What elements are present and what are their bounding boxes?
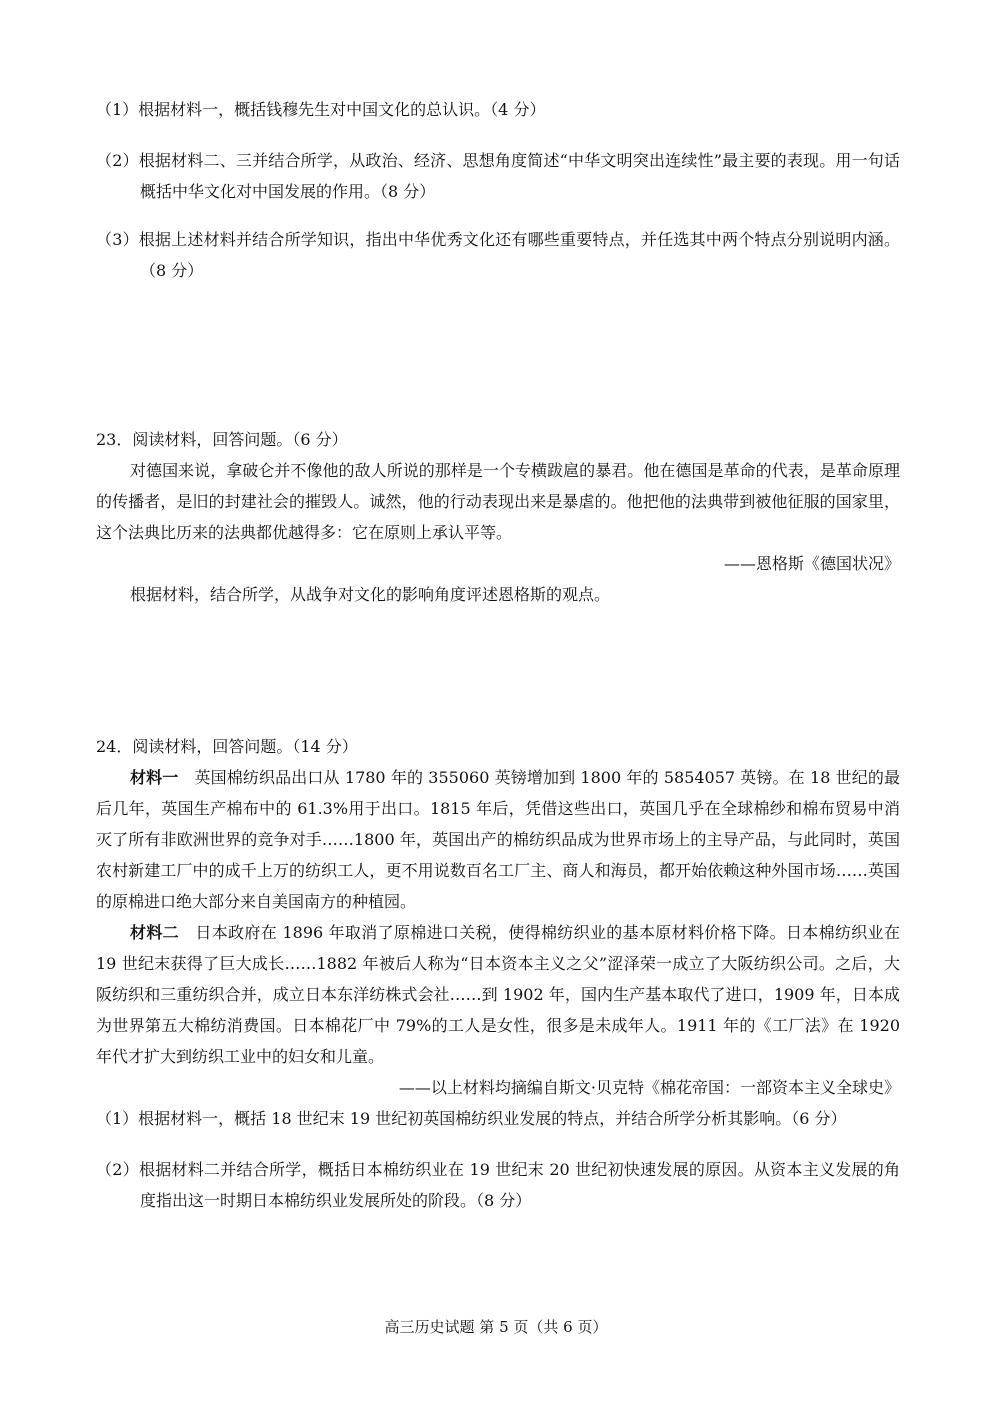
question-24-2: （2）根据材料二并结合所学，概括日本棉纺织业在 19 世纪末 20 世纪初快速发展的原因。从资本主义发展的角度指出这一时期日本棉纺织业发展所处的阶段。（8 分）	[96, 1160, 900, 1210]
q22-sub2	[96, 145, 900, 207]
question-22-3: （3）根据上述材料并结合所学知识，指出中华优秀文化还有哪些重要特点，并任选其中两个特点分别说明内涵。（8 分）	[96, 230, 900, 280]
question-24-material-2	[96, 917, 900, 1072]
question-24	[96, 731, 900, 1216]
q22-sub1	[96, 94, 900, 125]
question-22-2: （2）根据材料二、三并结合所学，从政治、经济、思想角度简述“中华文明突出连续性”最主要的表现。用一句话概括中华文化对中国发展的作用。（8 分）	[96, 151, 900, 201]
page-footer: 高三历史试题 第 5 页（共 6 页）	[384, 1318, 608, 1336]
question-22-1: （1）根据材料一，概括钱穆先生对中国文化的总认识。（4 分）	[96, 100, 546, 119]
question-23-prompt: 根据材料，结合所学，从战争对文化的影响角度评述恩格斯的观点。	[130, 585, 611, 604]
material-2-label: 材料二	[130, 923, 180, 942]
question-23-source: ——恩格斯《德国状况》	[723, 554, 900, 573]
material-1-text: 英国棉纺织品出口从 1780 年的 355060 英镑增加到 1800 年的 5854057 英镑。在 18 世纪的最后几年，英国生产棉布中的 61.3%用于出口。1815 年后，凭借这些出口，英国几乎在全球棉纱和棉布贸易中消灭了所有非欧洲世界的竞争对手……1800 年，英国出产的棉纺织品成为世界市场上的主导产品，与此同时，英国农村新建工厂中的成千上万的纺织工人，更不用说数百名工厂主、商人和海员，都开始依赖这种外国市场……英国的原棉进口绝大部分来自美国南方的种植园。	[96, 768, 900, 911]
question-24-title: 24．阅读材料，回答问题。（14 分）	[96, 737, 358, 756]
material-2-text: 日本政府在 1896 年取消了原棉进口关税，使得棉纺织业的基本原材料价格下降。日本棉纺织业在 19 世纪末获得了巨大成长……1882 年被后人称为“日本资本主义之父”涩泽荣一成立了大阪纺织公司。之后，大阪纺织和三重纺织合并，成立日本东洋纺株式会社……到 1902 年，国内生产基本取代了进口，1909 年，日本成为世界第五大棉纺消费国。日本棉花厂中 79%的工人是女性，很多是未成年人。1911 年的《工厂法》在 1920 年代才扩大到纺织工业中的妇女和儿童。	[96, 923, 900, 1066]
question-24-1: （1）根据材料一，概括 18 世纪末 19 世纪初英国棉纺织业发展的特点，并结合所学分析其影响。（6 分）	[96, 1109, 847, 1128]
question-24-material-1	[96, 762, 900, 917]
q22-sub3	[96, 224, 900, 286]
question-23	[96, 424, 900, 610]
material-1-label: 材料一	[130, 768, 179, 787]
question-23-title: 23．阅读材料，回答问题。（6 分）	[96, 430, 348, 449]
question-23-material: 对德国来说，拿破仑并不像他的敌人所说的那样是一个专横跋扈的暴君。他在德国是革命的代表，是革命原理的传播者，是旧的封建社会的摧毁人。诚然，他的行动表现出来是暴虐的。他把他的法典带到被他征服的国家里，这个法典比历来的法典都优越得多：它在原则上承认平等。	[96, 461, 900, 542]
question-24-source: ——以上材料均摘编自斯文·贝克特《棉花帝国：一部资本主义全球史》	[398, 1078, 900, 1097]
